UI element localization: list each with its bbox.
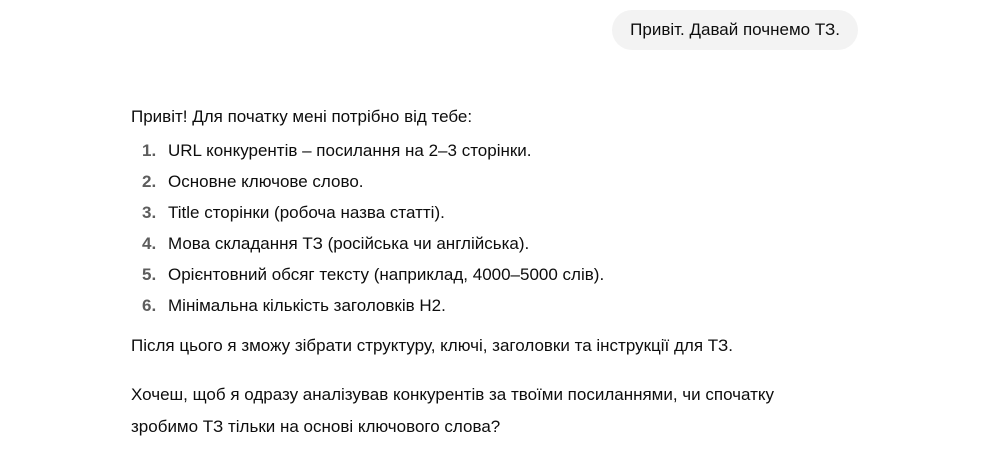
list-item	[131, 197, 861, 228]
list-item	[131, 135, 861, 166]
list-item	[131, 259, 861, 290]
list-item	[131, 166, 861, 197]
user-message-bubble	[612, 10, 858, 50]
assistant-question-line-2: зробимо ТЗ тільки на основі ключового слова?	[131, 417, 501, 436]
list-item-number: 4.	[142, 234, 157, 253]
requirements-list	[131, 135, 861, 321]
list-item	[131, 290, 861, 321]
list-item-text: Title сторінки (робоча назва статті).	[168, 203, 445, 222]
list-item-text: Мінімальна кількість заголовків H2.	[168, 296, 446, 315]
list-item-text: Мова складання ТЗ (російська чи англійська).	[168, 234, 530, 253]
list-item-text: Орієнтовний обсяг тексту (наприклад, 4000–5000 слів).	[168, 265, 605, 284]
assistant-question-line-1: Хочеш, щоб я одразу аналізував конкурентів за твоїми посиланнями, чи спочатку	[131, 385, 775, 404]
assistant-message	[131, 103, 861, 443]
list-item-number: 3.	[142, 203, 157, 222]
list-item	[131, 228, 861, 259]
list-item-number: 6.	[142, 296, 157, 315]
list-item-number: 2.	[142, 172, 157, 191]
assistant-question	[131, 379, 861, 443]
list-item-number: 5.	[142, 265, 157, 284]
assistant-followup: Після цього я зможу зібрати структуру, ключі, заголовки та інструкції для ТЗ.	[131, 336, 733, 355]
list-item-number: 1.	[142, 141, 157, 160]
list-item-text: Основне ключове слово.	[168, 172, 364, 191]
list-item-text: URL конкурентів – посилання на 2–3 сторінки.	[168, 141, 532, 160]
assistant-intro: Привіт! Для початку мені потрібно від тебе:	[131, 107, 473, 126]
user-message-text: Привіт. Давай почнемо ТЗ.	[630, 20, 840, 39]
